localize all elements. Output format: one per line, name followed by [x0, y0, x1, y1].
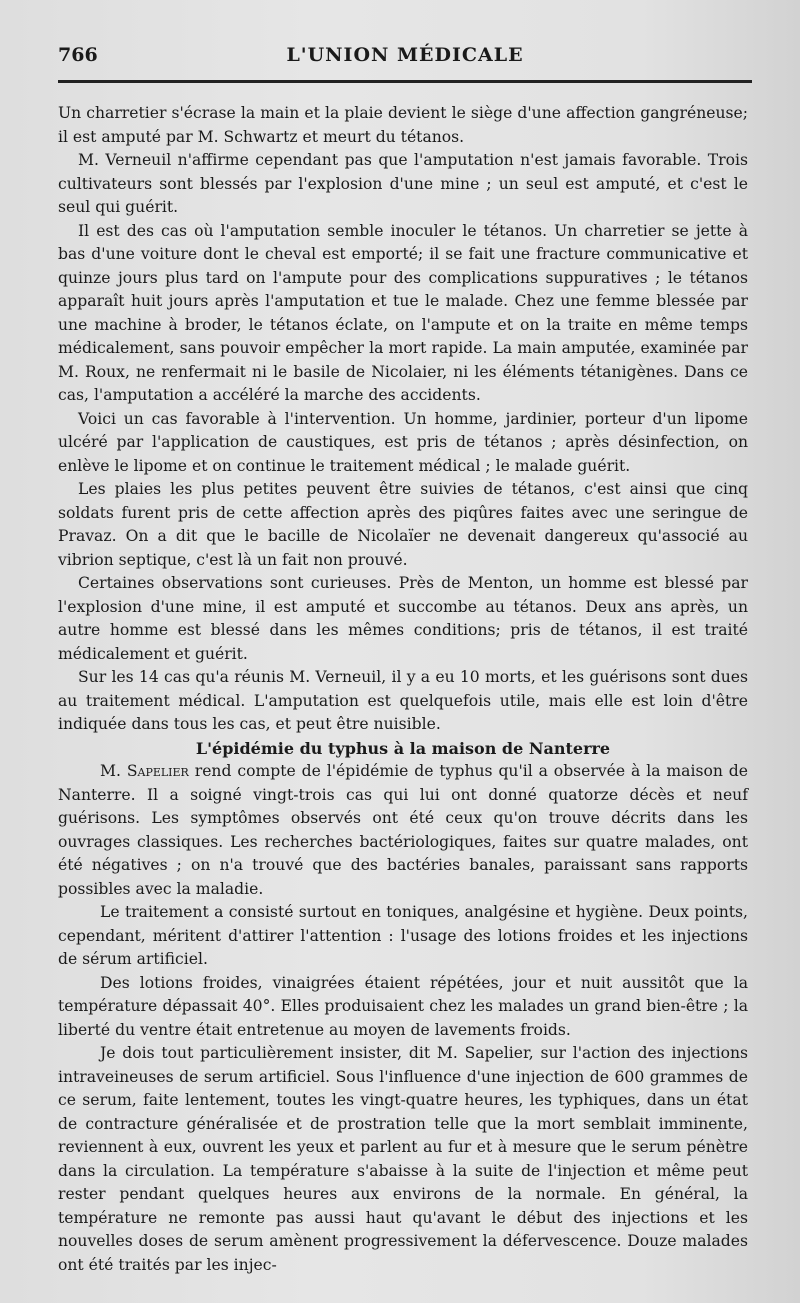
section-heading: L'épidémie du typhus à la maison de Nanterre: [195, 738, 611, 758]
paragraph: Il est des cas où l'amputation semble inoculer le tétanos. Un charretier se jette à bas d'une voiture dont le cheval est emporté; il se fait une fracture communicative et quinze jours plus tard on l'ampute pour des complications suppuratives ; le tétanos apparaît huit jours après l'amputation et tue le malade. Chez une femme blessée par une machine à broder, le tétanos éclate, on l'ampute et on la traite en même temps médicalement, sans pouvoir empêcher la mort rapide. La main amputée, examinée par M. Roux, ne renfermait ni le basile de Nicolaier, ni les éléments tétanigènes. Dans ce cas, l'amputation a accéléré la marche des accidents.: [58, 221, 748, 404]
paragraph: M. Verneuil n'affirme cependant pas que l'amputation n'est jamais favorable. Trois cultivateurs sont blessés par l'explosion d'une mine ; un seul est amputé, et c'est le seul qui guérit.: [58, 151, 748, 216]
author-name: M. Sapelier: [100, 762, 189, 780]
article-body: [58, 102, 748, 1277]
running-title: L'UNION MÉDICALE: [286, 44, 524, 66]
paragraph: Certaines observations sont curieuses. Près de Menton, un homme est blessé par l'explosion d'une mine, il est amputé et succombe au tétanos. Deux ans après, un autre homme est blessé dans les mêmes conditions; pris de tétanos, il est traité médicalement et guérit.: [58, 574, 748, 663]
paragraph: Les plaies les plus petites peuvent être suivies de tétanos, c'est ainsi que cinq soldats furent pris de cette affection après des piqûres faites avec une seringue de Pravaz. On a dit que le bacille de Nicolaïer ne devenait dangereux qu'associé au vibrion septique, c'est là un fait non prouvé.: [58, 480, 748, 569]
header-rule: [58, 80, 752, 83]
paragraph: Un charretier s'écrase la main et la plaie devient le siège d'une affection gangréneuse; il est amputé par M. Schwartz et meurt du tétanos.: [58, 104, 748, 146]
section-lead-paragraph: [58, 760, 748, 901]
paragraph: Je dois tout particulièrement insister, dit M. Sapelier, sur l'action des injections intraveineuses de serum artificiel. Sous l'influence d'une injection de 600 grammes de ce serum, faite lentement, toutes les vingt-quatre heures, les typhiques, dans un état de contracture généralisée et de prostration telle que la mort semblait imminente, reviennent à eux, ouvrent les yeux et parlent au fur et à mesure que le serum pénètre dans la circulation. La température s'abaisse à la suite de l'injection et même peut rester pendant quelques heures aux environs de la normale. En général, la température ne remonte pas aussi haut qu'avant le début des injections et les nouvelles doses de serum amènent progressivement la défervescence. Douze malades ont été traités par les injec-: [58, 1044, 748, 1274]
paragraph: Des lotions froides, vinaigrées étaient répétées, jour et nuit aussitôt que la température dépassait 40°. Elles produisaient chez les malades un grand bien-être ; la liberté du ventre était entretenue au moyen de lavements froids.: [58, 973, 748, 1039]
paragraph: Sur les 14 cas qu'a réunis M. Verneuil, il y a eu 10 morts, et les guérisons sont dues au traitement médical. L'amputation est quelquefois utile, mais elle est loin d'être indiquée dans tous les cas, et peut être nuisible.: [58, 668, 748, 733]
paragraph: Voici un cas favorable à l'intervention. Un homme, jardinier, porteur d'un lipome ulcéré par l'application de caustiques, est pris de tétanos ; après désinfection, on enlève le lipome et on continue le traitement médical ; le malade guérit.: [58, 409, 748, 475]
page-header: [58, 44, 752, 74]
page-number: 766: [58, 44, 98, 66]
section-lead-text: rend compte de l'épidémie de typhus qu'il a observée à la maison de Nanterre. Il a soigné vingt-trois cas qui lui ont donné quatorze décès et neuf guérisons. Les symptômes observés ont été ceux qu'on trouve décrits dans les ouvrages classiques. Les recherches bactériologiques, faites sur quatre malades, ont été négatives ; on n'a trouvé que des bactéries banales, paraissant sans rapports possibles avec la maladie.: [58, 762, 749, 898]
paragraph: Le traitement a consisté surtout en toniques, analgésine et hygiène. Deux points, cependant, méritent d'attirer l'attention : l'usage des lotions froides et les injections de sérum artificiel.: [58, 903, 748, 968]
